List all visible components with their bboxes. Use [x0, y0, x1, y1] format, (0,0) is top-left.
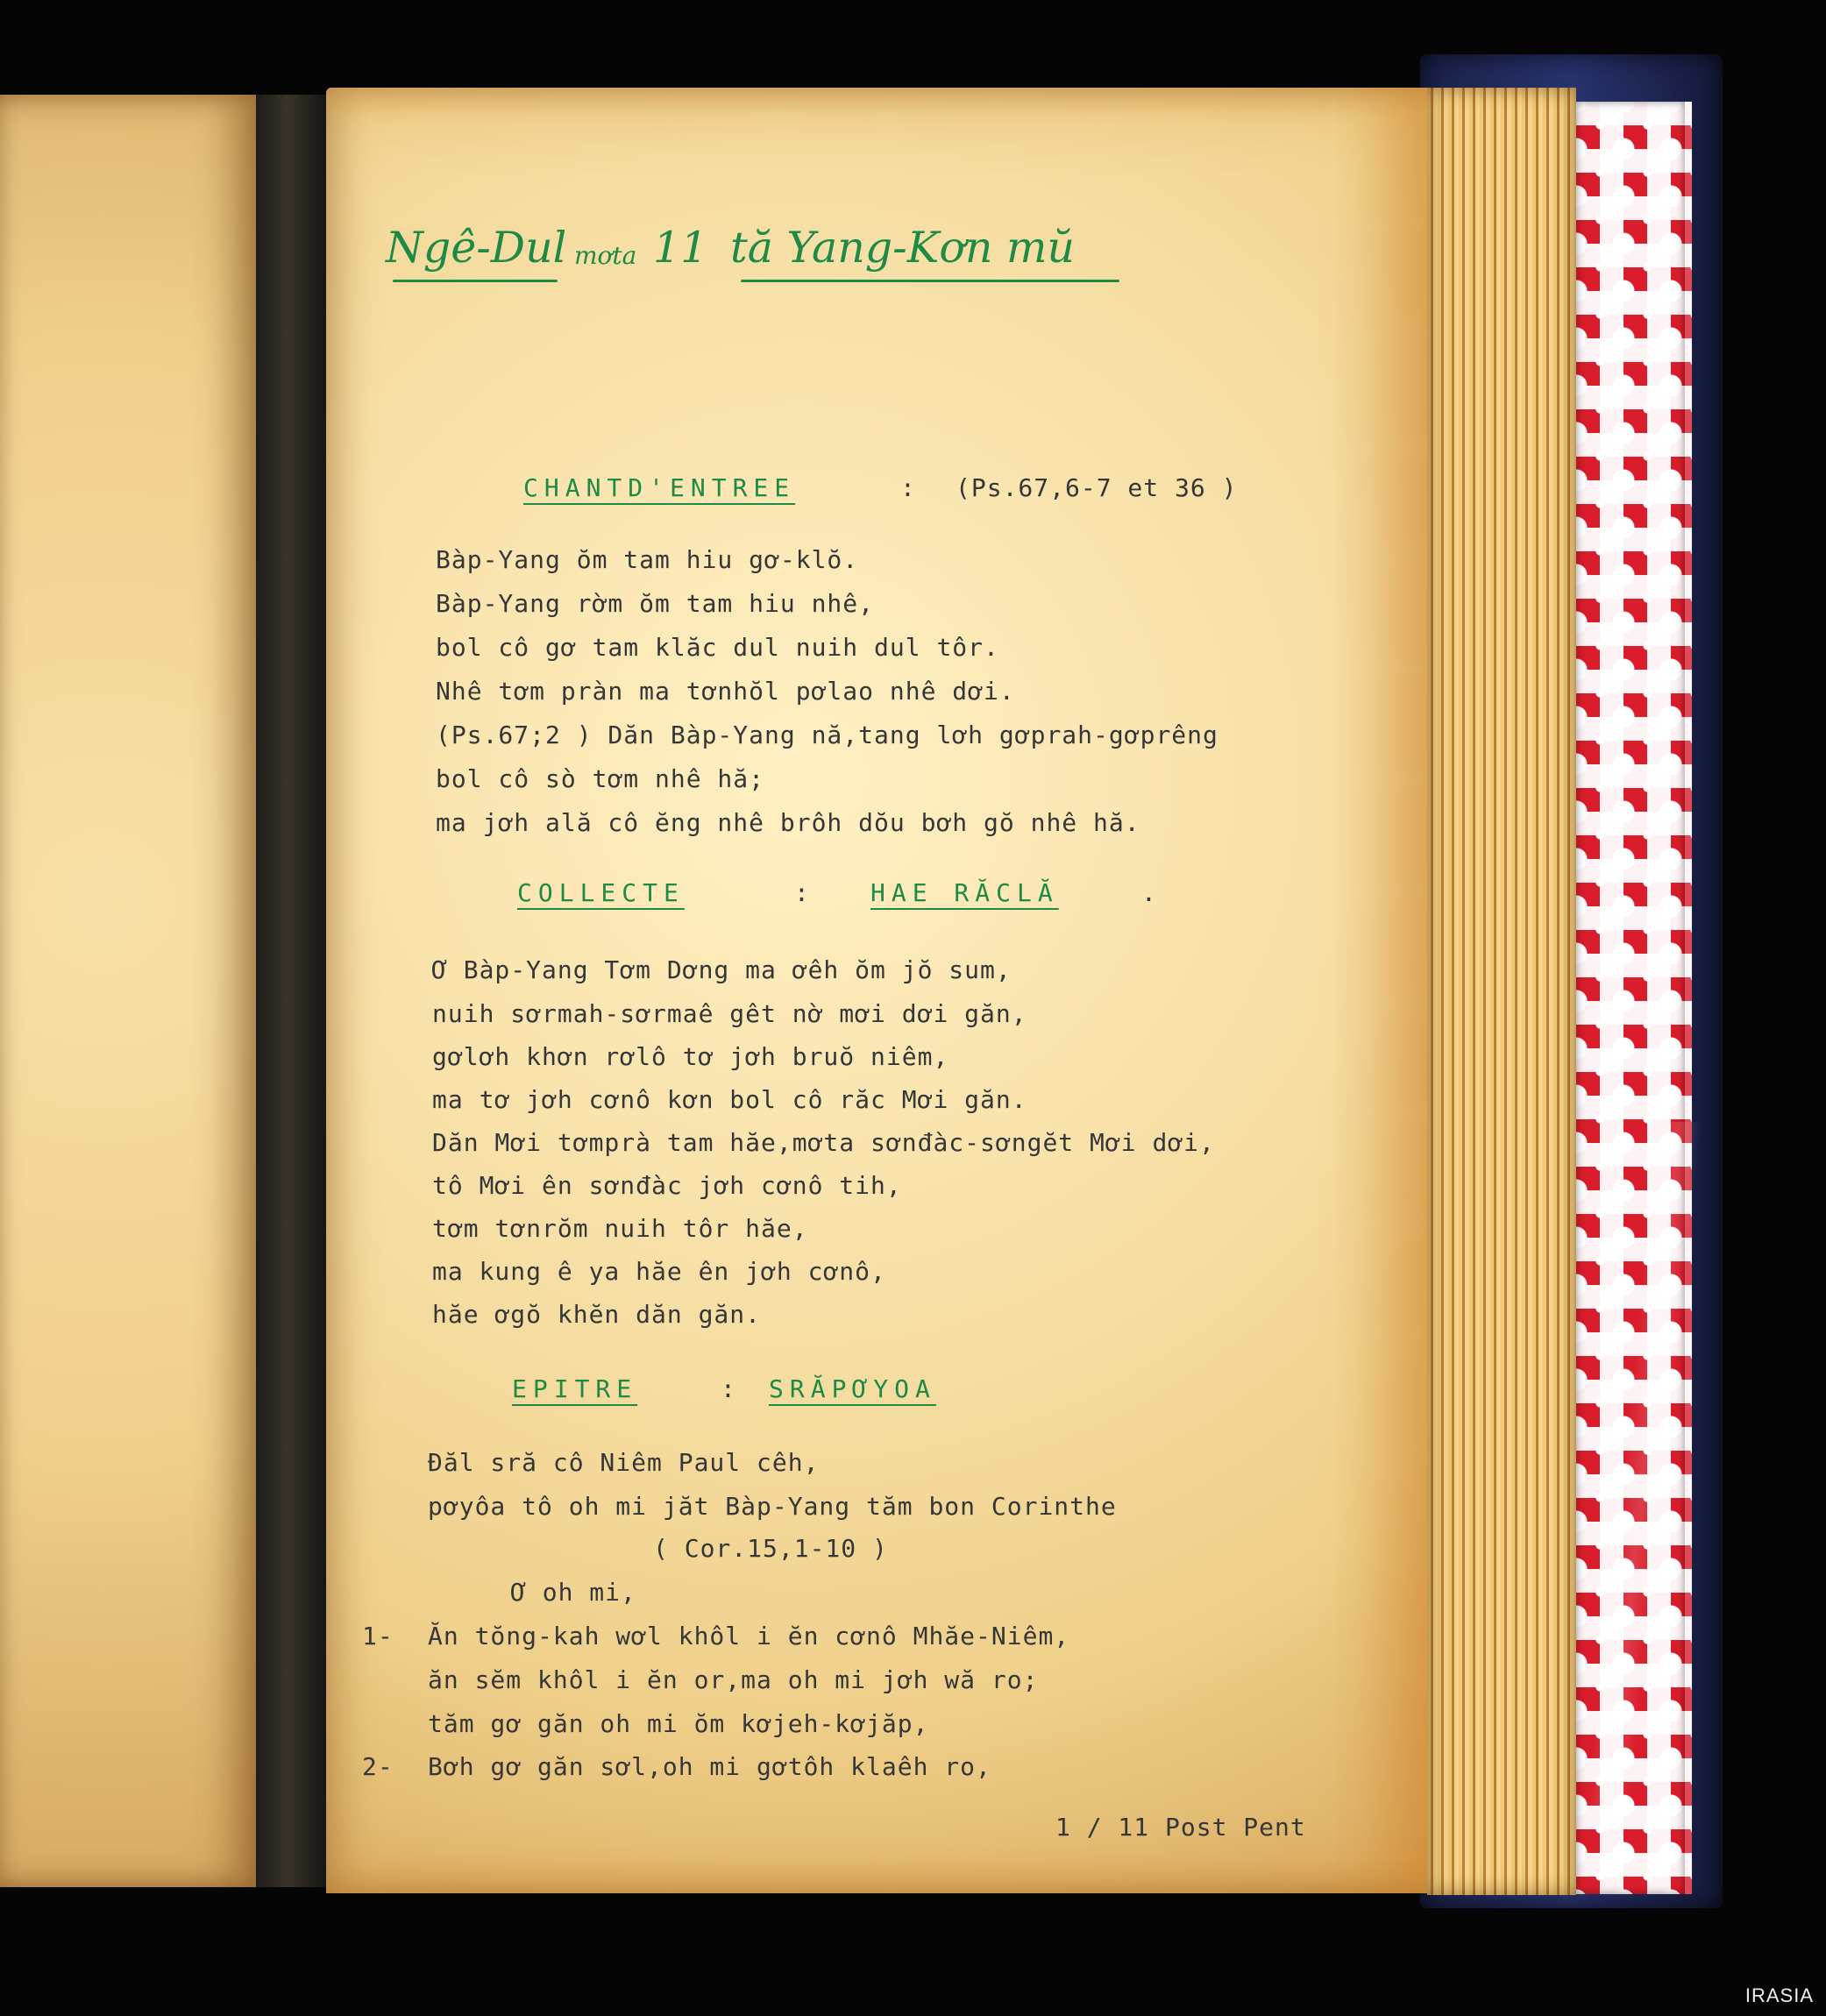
- chant-entree-heading: CHANTD'ENTREE: [523, 473, 796, 502]
- epitre-line-7: tăm gơ găn oh mi ŏm kơjeh-kơjăp,: [428, 1709, 929, 1738]
- title-underline-1: [393, 280, 558, 282]
- epitre-line-5: Ăn tŏng-kah wơl khôl i ĕn cơnô Mhăe-Niêm,: [428, 1622, 1070, 1650]
- watermark: IRASIA: [1744, 1984, 1814, 2006]
- collecte-line-5: Dăn Mơi tơmprà tam hăe,mơta sơnđàc-sơngĕt Mơi dơi,: [432, 1128, 1215, 1157]
- title-underline-2: [741, 280, 1119, 282]
- chant-line-3: bol cô gơ tam klăc dul nuih dul tôr.: [436, 633, 999, 662]
- collecte-subheading: HAE RĂCLĂ: [870, 878, 1059, 907]
- epitre-line-2: pơyôa tô oh mi jăt Bàp-Yang tăm bon Corinthe: [428, 1492, 1117, 1521]
- title-part-2: mơta: [574, 241, 637, 270]
- chant-line-2: Bàp-Yang rờm ŏm tam hiu nhê,: [436, 589, 875, 618]
- chant-line-7: ma jơh ală cô ĕng nhê brôh dŏu bơh gŏ nhê hă.: [436, 808, 1140, 837]
- epitre-reference: ( Cor.15,1-10 ): [653, 1534, 888, 1563]
- chant-entree-reference: (Ps.67,6-7 et 36 ): [956, 473, 1238, 502]
- collecte-line-2: nuih sơrmah-sơrmaê gêt nờ mơi dơi găn,: [432, 999, 1027, 1028]
- chant-line-1: Bàp-Yang ŏm tam hiu gơ-klŏ.: [436, 545, 859, 574]
- epitre-colon: :: [721, 1374, 736, 1403]
- epitre-heading: EPITRE: [512, 1374, 638, 1403]
- verse-number-2: 2-: [362, 1752, 394, 1781]
- chant-entree-colon: :: [900, 473, 916, 502]
- chant-line-5: (Ps.67;2 ) Dăn Bàp-Yang nă,tang lơh gơprah-gơprêng: [436, 721, 1219, 749]
- title-part-3: 11: [653, 223, 708, 273]
- collecte-heading: COLLECTE: [517, 878, 685, 907]
- epitre-line-6: ăn sĕm khôl i ĕn or,ma oh mi jơh wă ro;: [428, 1665, 1039, 1694]
- collecte-line-7: tơm tơnrŏm nuih tôr hăe,: [432, 1214, 808, 1243]
- collecte-period: .: [1141, 878, 1157, 907]
- epitre-line-8: Bơh gơ găn sơl,oh mi gơtôh klaêh ro,: [428, 1752, 991, 1781]
- page-footer: 1 / 11 Post Pent: [1055, 1813, 1306, 1842]
- collecte-line-3: gơlơh khơn rơlô tơ jơh bruŏ niêm,: [432, 1042, 949, 1071]
- title-part-4: tă Yang-Kơn mŭ: [730, 223, 1075, 273]
- title-part-1: Ngê-Dul: [386, 223, 567, 273]
- collecte-line-4: ma tơ jơh cơnô kơn bol cô răc Mơi găn.: [432, 1085, 1027, 1114]
- epitre-salutation: Ơ oh mi,: [511, 1578, 636, 1607]
- collecte-line-9: hăe ơgŏ khĕn dăn găn.: [432, 1300, 762, 1329]
- collecte-line-1: Ơ Bàp-Yang Tơm Dơng ma ơêh ŏm jŏ sum,: [432, 955, 1012, 984]
- collecte-line-6: tô Mơi ên sơnđàc jơh cơnô tih,: [432, 1171, 902, 1200]
- book-gutter: [256, 95, 326, 1887]
- page-title: [386, 223, 1122, 305]
- epitre-line-1: Đăl sră cô Niêm Paul cêh,: [428, 1448, 820, 1477]
- left-page: [0, 95, 266, 1887]
- verse-number-1: 1-: [362, 1622, 394, 1650]
- chant-line-6: bol cô sò tơm nhê hă;: [436, 764, 765, 793]
- chant-line-4: Nhê tơm pràn ma tơnhŏl pơlao nhê dơi.: [436, 677, 1015, 706]
- collecte-colon: :: [794, 878, 810, 907]
- epitre-subheading: SRĂPƠYOA: [769, 1374, 936, 1403]
- collecte-line-8: ma kung ê ya hăe ên jơh cơnô,: [432, 1257, 886, 1286]
- page-stack-edge: [1427, 88, 1576, 1895]
